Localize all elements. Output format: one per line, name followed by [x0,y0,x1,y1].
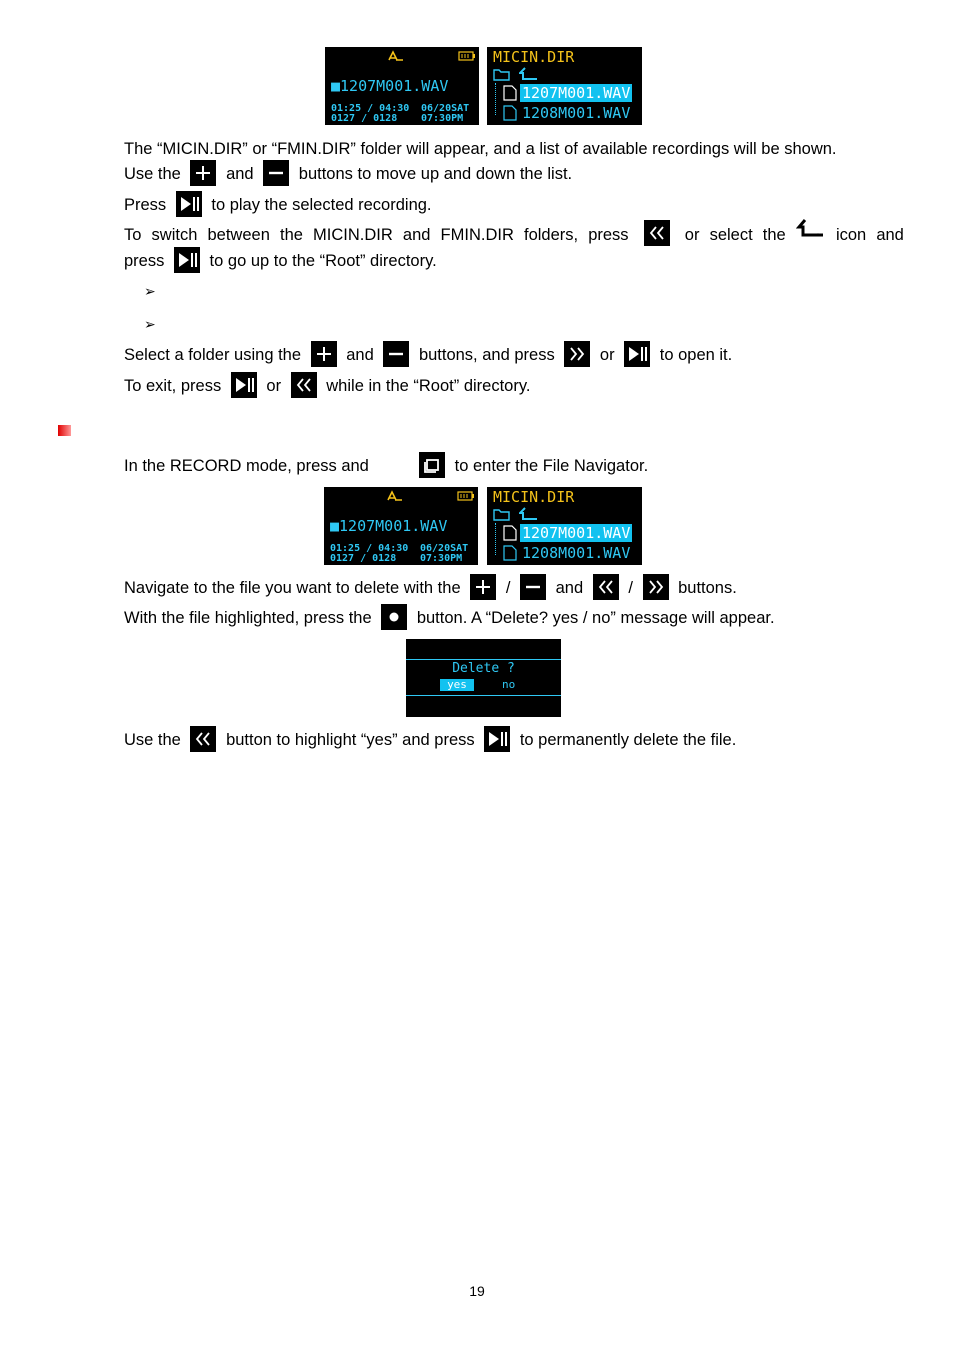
page-number: 19 [469,1283,485,1299]
section-marker [58,425,71,436]
battery-icon [458,51,476,61]
recording-filename: ■1207M001.WAV [330,517,448,535]
back-arrow-icon [519,507,541,521]
plus-button-icon [470,574,496,600]
paragraph-line: With the file highlighted, press the button. A “Delete? yes / no” message will appear. [124,605,775,632]
navigator-screen-1 [487,47,642,125]
recording-clock: 07:30PM [421,113,464,124]
recording-time: 01:25 / 04:30 [330,543,409,554]
play-pause-button-icon [176,191,202,217]
minus-button-icon [520,574,546,600]
file-item-selected[interactable]: 1207M001.WAV [522,524,631,542]
navigator-screen-2 [487,487,642,565]
paragraph-line: Select a folder using the and buttons, and press or to open it. [124,342,732,369]
paragraph-line: Use the button to highlight “yes” and press to permanently delete the file. [124,727,736,754]
folder-title: MICIN.DIR [493,488,575,506]
play-pause-button-icon [624,341,650,367]
record-mode-icon [386,490,404,502]
record-screen-1 [325,47,479,125]
recording-clock: 07:30PM [420,553,463,564]
rewind-button-icon [644,220,670,246]
paragraph-line: The “MICIN.DIR” or “FMIN.DIR” folder will appear, and a list of available recordings will be shown. [124,140,837,158]
recording-counter: 0127 / 0128 [331,113,398,124]
folder-icon [493,507,511,521]
paragraph-line: To switch between the MICIN.DIR and FMIN.DIR folders, press or select the icon and [124,222,904,248]
bullet-marker: ➢ [144,283,156,299]
paragraph-line: press to go up to the “Root” directory. [124,248,437,275]
recording-date: 06/20SAT [421,103,470,114]
rewind-button-icon [593,574,619,600]
paragraph-line: Use the and buttons to move up and down the list. [124,161,572,188]
file-item[interactable]: 1208M001.WAV [522,544,631,562]
recording-counter: 0127 / 0128 [330,553,397,564]
paragraph-line: In the RECORD mode, press and to enter the File Navigator. [124,453,648,480]
record-mode-icon [387,50,405,62]
recording-filename: ■1207M001.WAV [331,77,449,95]
forward-button-icon [643,574,669,600]
file-icon [503,545,517,561]
file-icon [503,525,517,541]
paragraph-line: To exit, press or while in the “Root” directory. [124,373,530,400]
delete-prompt: Delete ? [452,661,515,676]
rewind-button-icon [190,726,216,752]
play-pause-button-icon [484,726,510,752]
play-pause-button-icon [174,247,200,273]
recording-date: 06/20SAT [420,543,469,554]
file-item-selected[interactable]: 1207M001.WAV [522,84,631,102]
delete-confirm-screen [406,639,561,717]
battery-icon [457,491,475,501]
bullet-marker: ➢ [144,316,156,332]
paragraph-line: Navigate to the file you want to delete with the / and / buttons. [124,575,737,602]
file-icon [503,105,517,121]
plus-button-icon [311,341,337,367]
back-arrow-icon [796,218,826,240]
folder-title: MICIN.DIR [493,48,575,66]
plus-button-icon [190,160,216,186]
record-screen-2 [324,487,478,565]
play-pause-button-icon [231,372,257,398]
paragraph-line: Press to play the selected recording. [124,192,432,219]
minus-button-icon [263,160,289,186]
menu-button-icon [419,452,445,478]
delete-no-option[interactable]: no [502,678,516,691]
minus-button-icon [383,341,409,367]
record-button-icon [381,604,407,630]
file-icon [503,85,517,101]
recording-time: 01:25 / 04:30 [331,103,410,114]
rewind-button-icon [291,372,317,398]
forward-button-icon [564,341,590,367]
folder-icon [493,67,511,81]
back-arrow-icon [519,67,541,81]
delete-yes-option[interactable]: yes [440,679,474,691]
file-item[interactable]: 1208M001.WAV [522,104,631,122]
